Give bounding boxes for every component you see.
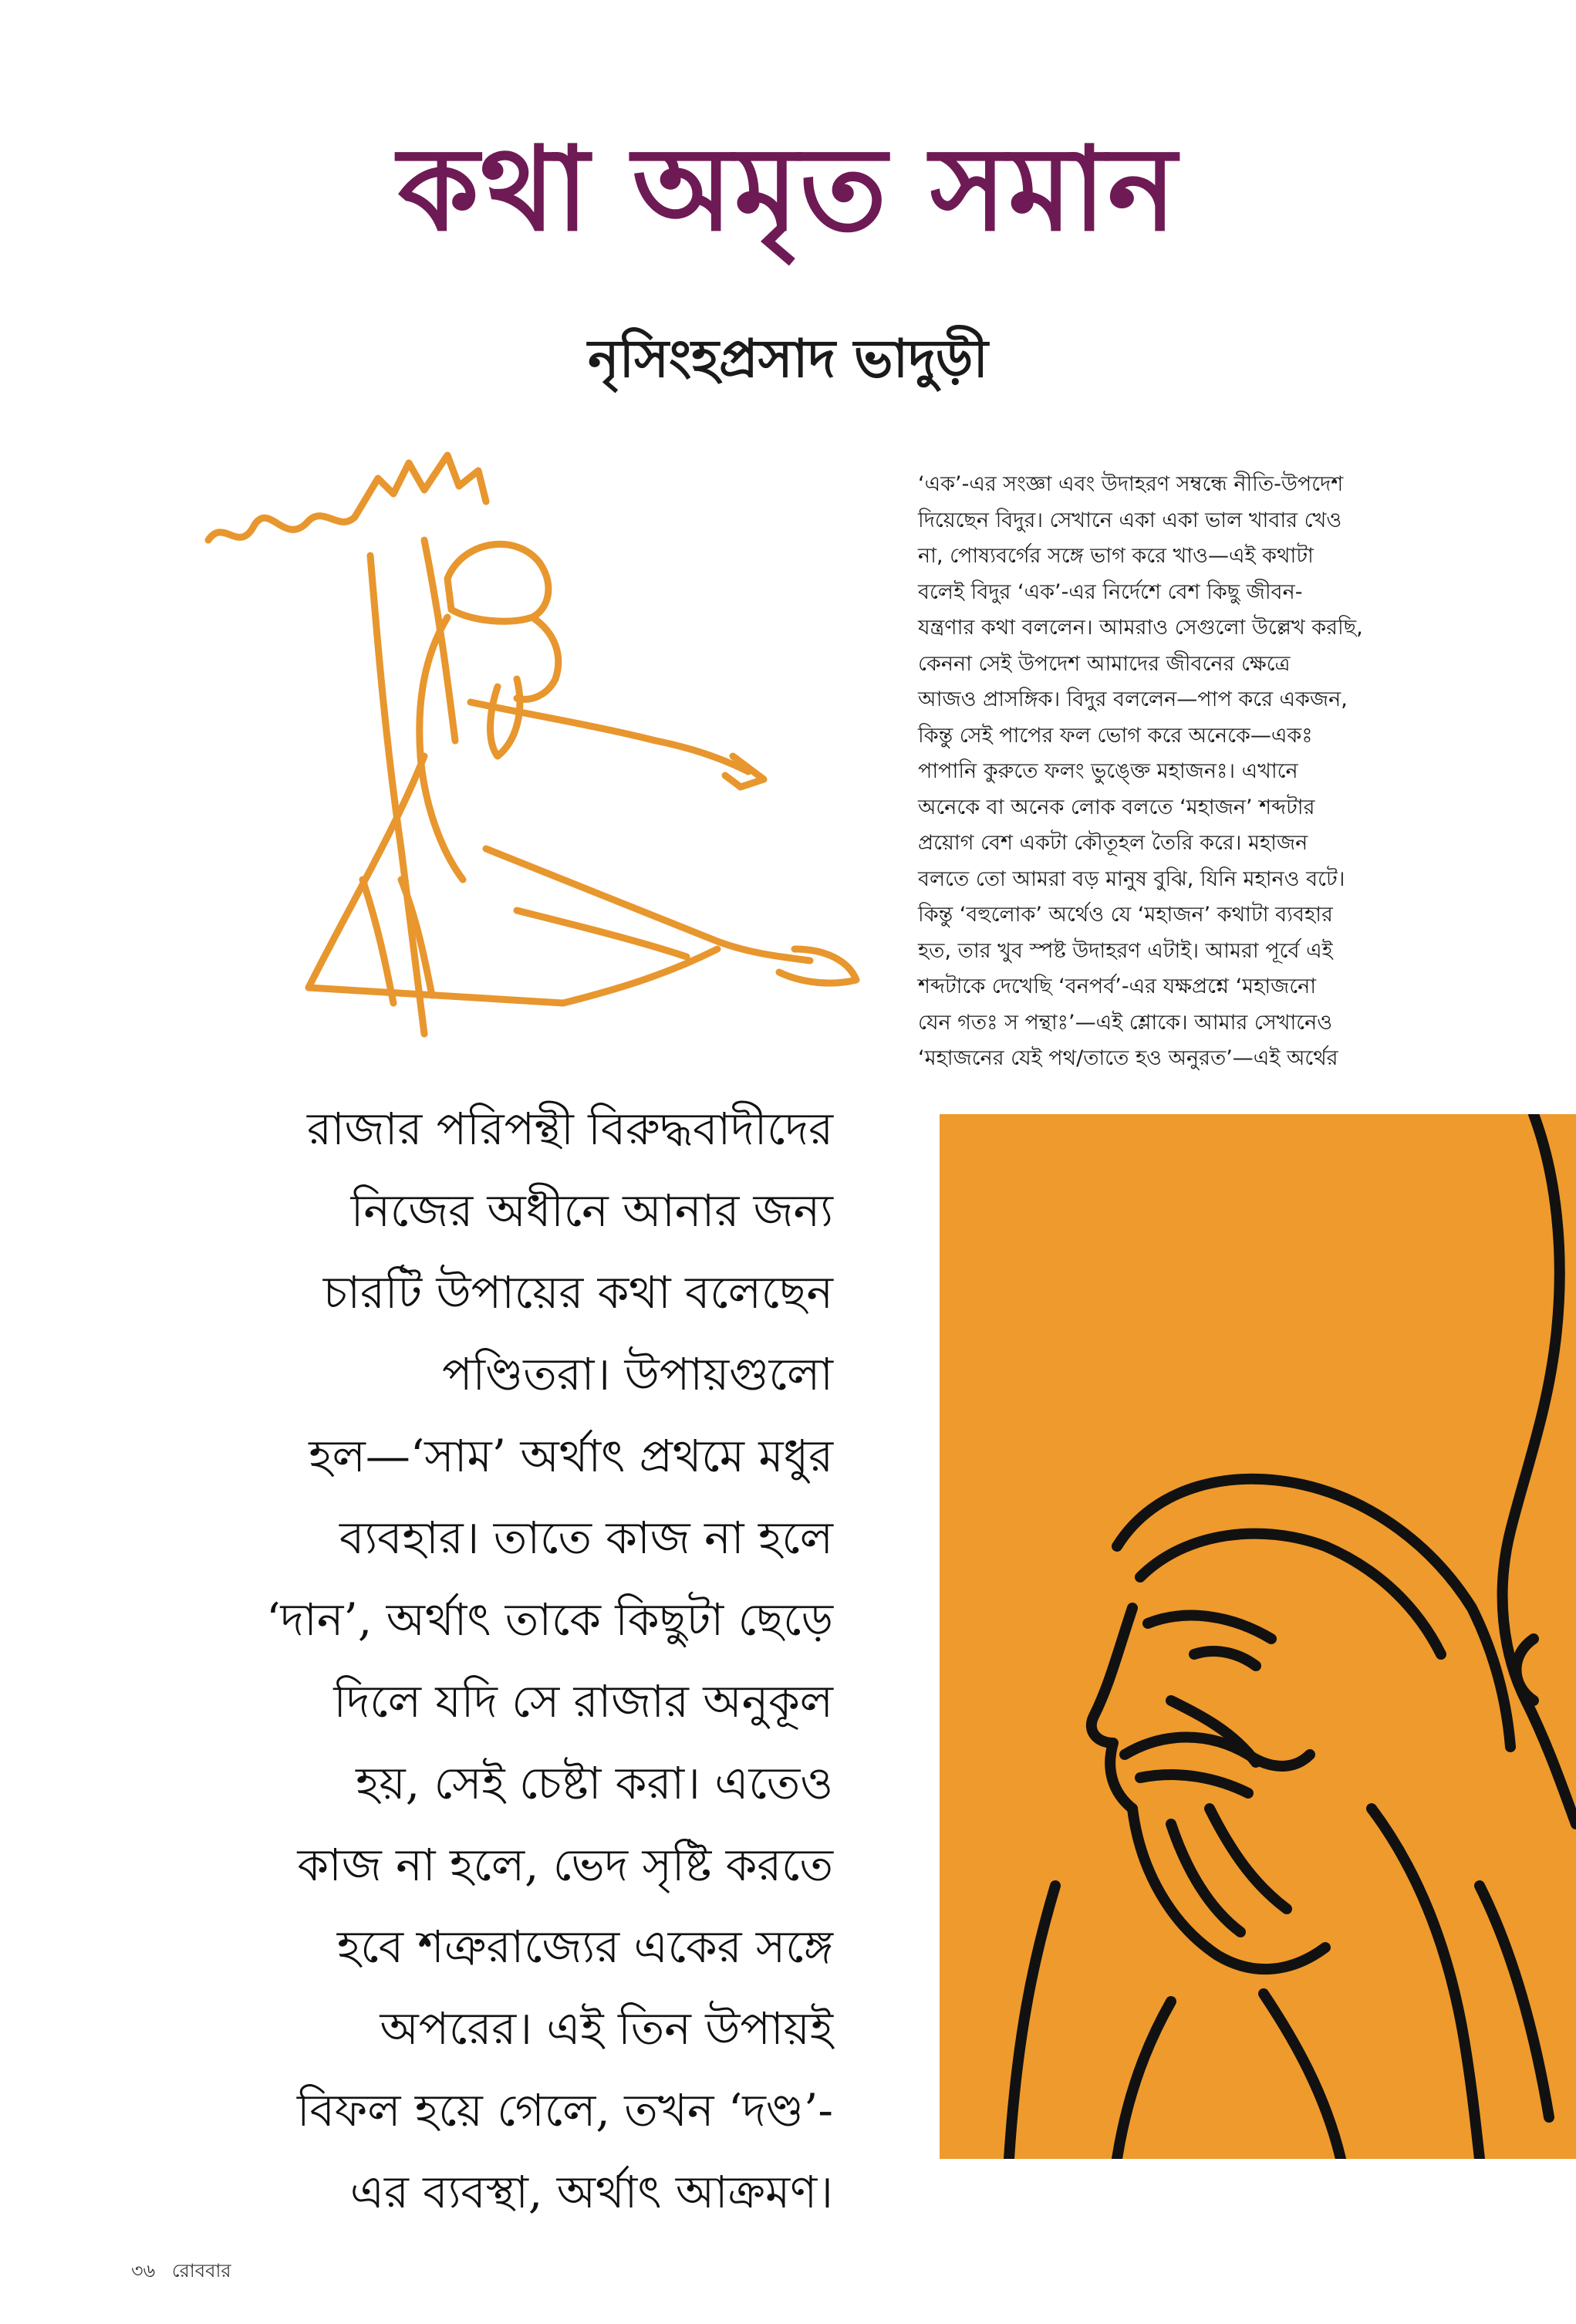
body-line: বলতে তো আমরা বড় মানুষ বুঝি, যিনি মহানও বটে। — [918, 866, 1345, 891]
seated-sage-illustration — [193, 448, 887, 1049]
pull-quote-line: চারটি উপায়ের কথা বলেছেন — [322, 1266, 833, 1319]
tree-trunk — [370, 556, 424, 1034]
pull-quote — [116, 1088, 833, 2233]
pull-quote-line: বিফল হয়ে গেলে, তখন ‘দণ্ড’- — [296, 2084, 833, 2137]
robe-fold-b — [1264, 1994, 1341, 2159]
body-line: প্রয়োগ বেশ একটা কৌতূহল তৈরি করে। মহাজন — [918, 831, 1308, 855]
shoulder-right — [1372, 1809, 1480, 2159]
sage-foot — [779, 949, 856, 983]
pull-quote-line: হয়, সেই চেষ্টা করা। এতেও — [356, 1757, 833, 1809]
robe-fold-a — [1117, 2001, 1171, 2159]
robe-line-right — [1480, 1886, 1549, 2117]
beard-strand-2 — [1210, 1809, 1287, 1909]
body-line: আজও প্রাসঙ্গিক। বিদুর বললেন—পাপ করে একজন, — [918, 687, 1348, 711]
article-title: কথা অমৃত সমান — [397, 121, 1179, 257]
body-line: পাপানি কুরুতে ফলং ভুঙ্ক্তে মহাজনঃ। এখানে — [918, 759, 1298, 783]
pull-quote-line: হবে শত্রুরাজ্যের একের সঙ্গে — [336, 1920, 833, 1973]
pull-quote-line: অপরের। এই তিন উপায়ই — [380, 2002, 833, 2055]
pull-quote-line: ‘দান’, অর্থাৎ তাকে কিছুটা ছেড়ে — [266, 1593, 833, 1646]
sage-turban — [447, 544, 548, 621]
robe-fold-1 — [363, 880, 393, 1003]
brow — [1148, 1616, 1271, 1639]
body-line: বলেই বিদুর ‘এক’-এর নির্দেশে বেশ কিছু জীবন- — [918, 579, 1303, 604]
face-profile — [1092, 1608, 1132, 1809]
body-line: অনেকে বা অনেক লোক বলতে ‘মহাজন’ শব্দটার — [918, 795, 1315, 819]
page-footer — [131, 2257, 231, 2288]
body-line: যন্ত্রণার কথা বললেন। আমরাও সেগুলো উল্লেখ করছি, — [918, 616, 1363, 640]
pull-quote-line: এর ব্যবস্থা, অর্থাৎ আক্রমণ। — [349, 2166, 833, 2218]
body-line: দিয়েছেন বিদুর। সেখানে একা একা ভাল খাবার খেও — [918, 508, 1342, 532]
face-illustration-panel — [940, 1114, 1576, 2159]
page-number: ৩৬ — [131, 2260, 156, 2282]
back-figure-ear — [1517, 1639, 1534, 1701]
mustache-lower — [1140, 1775, 1248, 1793]
body-line: কেননা সেই উপদেশ আমাদের জীবনের ক্ষেত্রে — [918, 651, 1291, 676]
tree-branch-left — [208, 516, 355, 540]
pull-quote-line: নিজের অধীনে আনার জন্য — [350, 1184, 833, 1237]
sage-robe — [309, 756, 717, 1003]
body-line: ‘এক’-এর সংজ্ঞা এবং উদাহরণ সম্বন্ধে নীতি-উপদেশ — [918, 472, 1344, 496]
tree-branch-top — [355, 455, 486, 517]
author-name: নৃসিংহপ্রসাদ ভাদুড়ী — [588, 328, 988, 390]
pull-quote-line: ব্যবহার। তাতে কাজ না হলে — [339, 1512, 833, 1564]
mustache — [1125, 1738, 1310, 1767]
eye — [1194, 1651, 1256, 1666]
magazine-name: রোববার — [171, 2260, 231, 2282]
article-body-column — [918, 467, 1450, 1077]
robe-left — [1009, 1886, 1055, 2159]
body-line: কিন্তু ‘বহুলোক’ অর্থেও যে ‘মহাজন’ কথাটা ব্যবহার — [918, 903, 1333, 927]
head-cloth-inner — [1140, 1534, 1441, 1654]
body-line: শব্দটাকে দেখেছি ‘বনপর্ব’-এর যক্ষপ্রশ্নে ‘মহাজনো — [918, 975, 1317, 998]
pull-quote-line: দিলে যদি সে রাজার অনুকূল — [333, 1675, 833, 1728]
back-figure — [1503, 1114, 1576, 1824]
body-line: না, পোষ্যবর্গের সঙ্গে ভাগ করে খাও—এই কথাটা — [918, 544, 1314, 568]
body-line: কিন্তু সেই পাপের ফল ভোগ করে অনেকে—একঃ — [918, 723, 1313, 748]
beard — [1132, 1809, 1325, 1969]
sage-beard — [491, 679, 520, 756]
bearded-face-illustration — [940, 1114, 1576, 2159]
body-line: হত, তার খুব স্পষ্ট উদাহরণ এটাই। আমরা পূর্বে এই — [918, 938, 1333, 963]
pull-quote-line: হল—‘সাম’ অর্থাৎ প্রথমে মধুর — [309, 1430, 833, 1482]
pull-quote-line: রাজার পরিপন্থী বিরুদ্ধবাদীদের — [306, 1103, 833, 1155]
pull-quote-line: কাজ না হলে, ভেদ সৃষ্টি করতে — [297, 1839, 833, 1891]
pull-quote-line: পণ্ডিতরা। উপায়গুলো — [442, 1348, 833, 1400]
body-line: ‘মহাজনের যেই পথ/তাতে হও অনুরত’—এই অর্থের — [918, 1046, 1338, 1070]
body-line: যেন গতঃ স পন্থাঃ’—এই শ্লোকে। আমার সেখানেও — [918, 1010, 1333, 1035]
sage-face — [517, 617, 559, 699]
